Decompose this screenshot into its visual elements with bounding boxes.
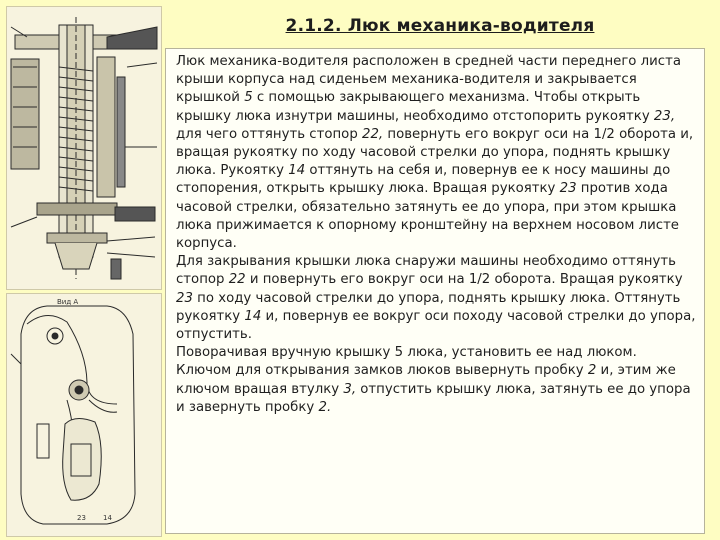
part-reference: 3, (343, 381, 357, 397)
part-reference: 5 (244, 90, 253, 106)
text-run: Люк механика-водителя расположен в средней части переднего листа крыши корпуса над сиденьем механика-водителя и закрывается крышкой (176, 54, 682, 106)
part-reference: 14 (244, 308, 262, 324)
part-reference: 22, (362, 126, 384, 142)
text-run: и, этим же ключом вращая втулку (176, 363, 676, 397)
part-reference: 14 (288, 163, 306, 179)
paragraph-opening (176, 53, 696, 253)
part-number-23: 23 (77, 514, 86, 522)
part-reference: 23 (176, 290, 193, 306)
page-title: 2.1.2. Люк механика-водителя (285, 16, 595, 36)
hatch-section-svg (7, 7, 161, 289)
text-run: Поворачивая вручную крышку 5 люка, установить ее над люком. Ключом для открывания замков люков вывернуть пробку (176, 345, 637, 379)
text-run: и, повернув ее вокруг оси походу часовой стрелки до упора, отпустить. (176, 308, 696, 343)
text-run: и повернуть его вокруг оси на 1/2 оборота. Вращая рукоятку (245, 272, 683, 288)
part-number-14: 14 (103, 514, 112, 522)
text-run: с помощью закрывающего механизма. Чтобы открыть крышку люка изнутри машины, необходимо отстопорить рукоятку (176, 90, 654, 124)
text-run: отпустить крышку люка, затянуть ее до упора и завернуть пробку (176, 381, 691, 415)
part-reference: 2. (318, 399, 332, 415)
text-run: против хода часовой стрелки, обязательно затянуть ее до упора, при этом крышка люка прижимается к опорному кронштейну на верхнем носовом листе корпуса. (176, 181, 679, 252)
part-reference: 23, (653, 108, 676, 124)
view-a-label: Вид А (57, 298, 79, 306)
text-run: по ходу часовой стрелки до упора, поднять крышку люка. Оттянуть рукоятку (176, 290, 681, 324)
text-run: Для закрывания крышки люка снаружи машины необходимо оттянуть стопор (176, 254, 676, 288)
text-run: оттянуть на себя и, повернув ее к носу машины до стопорения, открыть крышку люка. Вращая рукоятку (176, 163, 671, 197)
part-reference: 22 (228, 272, 246, 288)
part-reference: 2 (587, 363, 597, 379)
description-text-box (165, 48, 705, 534)
part-reference: 23 (559, 181, 577, 197)
text-run: для чего оттянуть стопор (176, 126, 362, 142)
paragraph-closing (176, 253, 696, 344)
hatch-top-view-drawing (6, 293, 162, 537)
hatch-top-view-svg (7, 294, 161, 536)
text-run: повернуть его вокруг оси на 1/2 оборота и, вращая рукоятку по ходу часовой стрелки до упора, поднять крышку люка. Рукоятку (176, 126, 694, 179)
paragraph-lock (176, 344, 696, 417)
hatch-mechanism-section-drawing (6, 6, 162, 290)
